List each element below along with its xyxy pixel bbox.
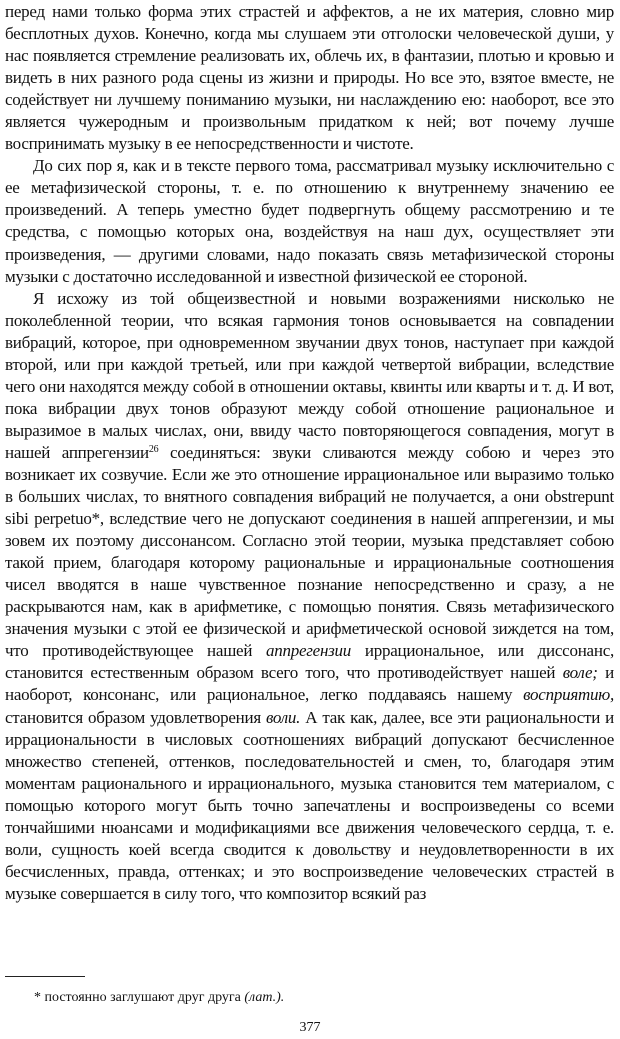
italic-perception: восприятию, xyxy=(523,685,614,705)
footnote-text: * постоянно заглушают друг друга xyxy=(34,990,245,1005)
footnote xyxy=(34,989,284,1007)
body-text xyxy=(5,1,614,905)
paragraph-3 xyxy=(5,288,614,905)
italic-will: воле; xyxy=(562,663,598,683)
note-reference-26: 26 xyxy=(148,443,159,455)
paragraph-3-part-f: А так как, далее, все эти рациональности и иррациональности в числовых соотношениях вибраций допускают бесчисленное множество степеней, оттенков, последовательностей и смен, то, благодаря этим моментам рационального и иррационального, музыка становится тем материалом, с помощью которого могут быть точно запечатлены и воспроизведены со всеми тончайшими нюансами и модификациями все движения человеческого сердца, т. е. воли, сущность коей всегда сводится к довольству и неудовлетворенности в их бесчисленных, правда, оттенках; и это воспроизведение человеческих страстей в музыке совершается в силу того, что композитор всякий раз xyxy=(5,707,614,903)
paragraph-3-part-c: иррациональное, или диссонанс, становится естественным образом всего того, что противодействует нашей xyxy=(5,641,614,683)
paragraph-3-part-e: становится образом удовлетворения xyxy=(5,707,266,727)
italic-will-2: воли. xyxy=(266,707,301,727)
paragraph-3-part-b: соединяться: звуки сливаются между собою и через это возникает их созвучие. Если же это отношение иррациональное или выразимо только в больших числах, то внятного совпадения вибраций не получается, а они obstrepunt sibi perpetuo*, вследствие чего не допускают соединения в нашей аппрегензии, и мы зовем их поэтому диссонансом. Согласно этой теории, музыка представляет собою такой прием, благодаря которому рациональные и иррациональные соотношения чисел вводятся в наше чувственное познание непосредственно и сразу, а не раскрываются нам, как в арифметике, с помощью понятия. Связь метафизического значения музыки с этой ее физической и арифметической основой зиждется на том, что противодействующее нашей xyxy=(5,442,614,661)
italic-apprehension: аппрегензии xyxy=(265,641,352,661)
paragraph-3-part-a: Я исхожу из той общеизвестной и новыми возражениями нисколько не поколебленной теории, что всякая гармония тонов основывается на совпадении вибраций, которое, при одновременном звучании двух тонов, наступает при каждой второй, или при каждой третьей, или при каждой четвертой вибрации, вследствие чего они находятся между собой в отношении октавы, квинты или кварты и т. д. И вот, пока вибрации двух тонов образуют между собой отношение рациональное и выразимое в малых числах, они, ввиду часто повторяющегося совпадения, могут в нашей аппрегензии xyxy=(5,288,614,462)
footnote-divider xyxy=(5,976,85,977)
footnote-language-note: (лат.). xyxy=(244,990,285,1005)
paragraph-3-part-d: и наоборот, консонанс, или рациональное, легко поддаваясь нашему xyxy=(5,663,614,705)
paragraph-2: До сих пор я, как и в тексте первого тома, рассматривал музыку исключительно с ее метафизической стороны, т. е. по отношению к внутреннему значению ее произведений. А теперь уместно будет подвергнуть общему рассмотрению и те средства, с помощью которых она, воздействуя на наш дух, осуществляет эти произведения, — другими словами, надо показать связь метафизической стороны музыки с достаточно исследованной и известной физической ее стороной. xyxy=(5,156,614,286)
paragraph-1: перед нами только форма этих страстей и аффектов, а не их материя, словно мир бесплотных духов. Конечно, когда мы слушаем эти отголоски человеческой души, у нас появляется стремление реализовать их, облечь их, в фантазии, плотью и кровью и видеть в них разного рода сцены из жизни и природы. Но все это, взятое вместе, не содействует ни лучшему пониманию музыки, ни наслаждению ею: наоборот, все это является чужеродным и произвольным придатком к ней; вот почему лучше воспринимать музыку в ее непосредственности и чистоте. xyxy=(5,2,614,154)
page-number: 377 xyxy=(299,1020,321,1035)
